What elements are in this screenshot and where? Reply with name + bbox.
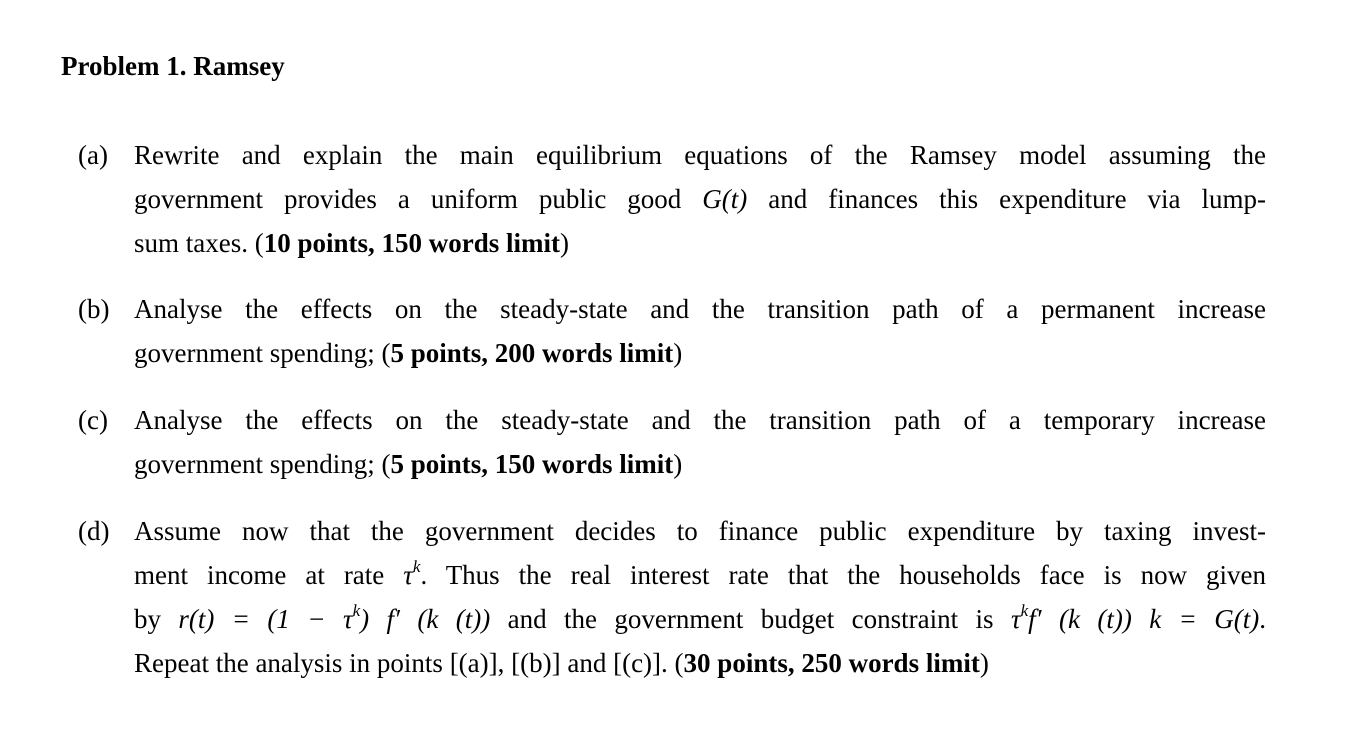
part-label: (c) xyxy=(78,405,108,435)
part-b xyxy=(78,287,1266,375)
text-line xyxy=(134,221,1266,265)
math-superscript: k xyxy=(1020,601,1029,620)
text-run: . xyxy=(1259,604,1266,634)
math-symbol-tau: τ xyxy=(1010,604,1021,634)
text-line xyxy=(134,133,1266,177)
math-expression: ) f′ (k (t)) xyxy=(360,604,491,634)
part-a xyxy=(78,133,1266,265)
part-text xyxy=(134,509,1266,685)
part-text xyxy=(134,287,1266,375)
math-expression: G(t) xyxy=(702,184,748,214)
text-run: Assume now that the government decides to finance public expenditure by taxing invest- xyxy=(134,516,1266,546)
text-line xyxy=(134,287,1266,331)
text-line xyxy=(134,331,1266,375)
math-superscript: k xyxy=(412,557,421,576)
text-run: and finances this expenditure via lump- xyxy=(747,184,1267,214)
text-line xyxy=(134,553,1266,597)
points-limit: 5 points, 200 words limit xyxy=(390,338,674,368)
text-run: ) xyxy=(979,648,989,678)
problem-heading: Problem 1. Ramsey xyxy=(61,51,285,81)
math-superscript: k xyxy=(352,601,361,620)
part-d xyxy=(78,509,1266,685)
points-limit: 5 points, 150 words limit xyxy=(390,449,674,479)
points-limit: 30 points, 250 words limit xyxy=(683,648,980,678)
text-run: ) xyxy=(673,449,683,479)
text-line xyxy=(134,597,1266,641)
text-run: Analyse the effects on the steady-state and the transition path of a permanent increase xyxy=(134,294,1266,324)
text-run: by xyxy=(134,604,179,634)
part-label: (b) xyxy=(78,294,110,324)
text-run: sum taxes. ( xyxy=(134,228,264,258)
part-label: (a) xyxy=(78,140,108,170)
text-run: Analyse the effects on the steady-state and the transition path of a temporary increase xyxy=(134,405,1266,435)
text-run: Repeat the analysis in points [(a)], [(b)] and [(c)]. ( xyxy=(134,648,684,678)
text-line xyxy=(134,641,1266,685)
part-text xyxy=(134,133,1266,265)
text-run: ) xyxy=(560,228,570,258)
text-run: and the government budget constraint is xyxy=(490,604,1011,634)
text-line xyxy=(134,398,1266,442)
text-line xyxy=(134,177,1266,221)
text-run: government spending; ( xyxy=(134,338,391,368)
part-text xyxy=(134,398,1266,486)
text-run: ) xyxy=(673,338,683,368)
text-run: Rewrite and explain the main equilibrium equations of the Ramsey model assuming the xyxy=(134,140,1266,170)
text-run: government spending; ( xyxy=(134,449,391,479)
math-symbol-tau: τ xyxy=(403,560,413,590)
text-line xyxy=(134,509,1266,553)
part-label: (d) xyxy=(78,516,110,546)
text-run: . Thus the real interest rate that the households face is now given xyxy=(420,560,1267,590)
part-c xyxy=(78,398,1266,486)
text-run: government provides a uniform public good xyxy=(134,184,703,214)
math-expression: r(t) = (1 − τ xyxy=(178,604,353,634)
text-line xyxy=(134,442,1266,486)
text-run: ment income at rate xyxy=(134,560,404,590)
points-limit: 10 points, 150 words limit xyxy=(263,228,561,258)
math-expression: f′ (k (t)) k = G(t) xyxy=(1028,604,1260,634)
